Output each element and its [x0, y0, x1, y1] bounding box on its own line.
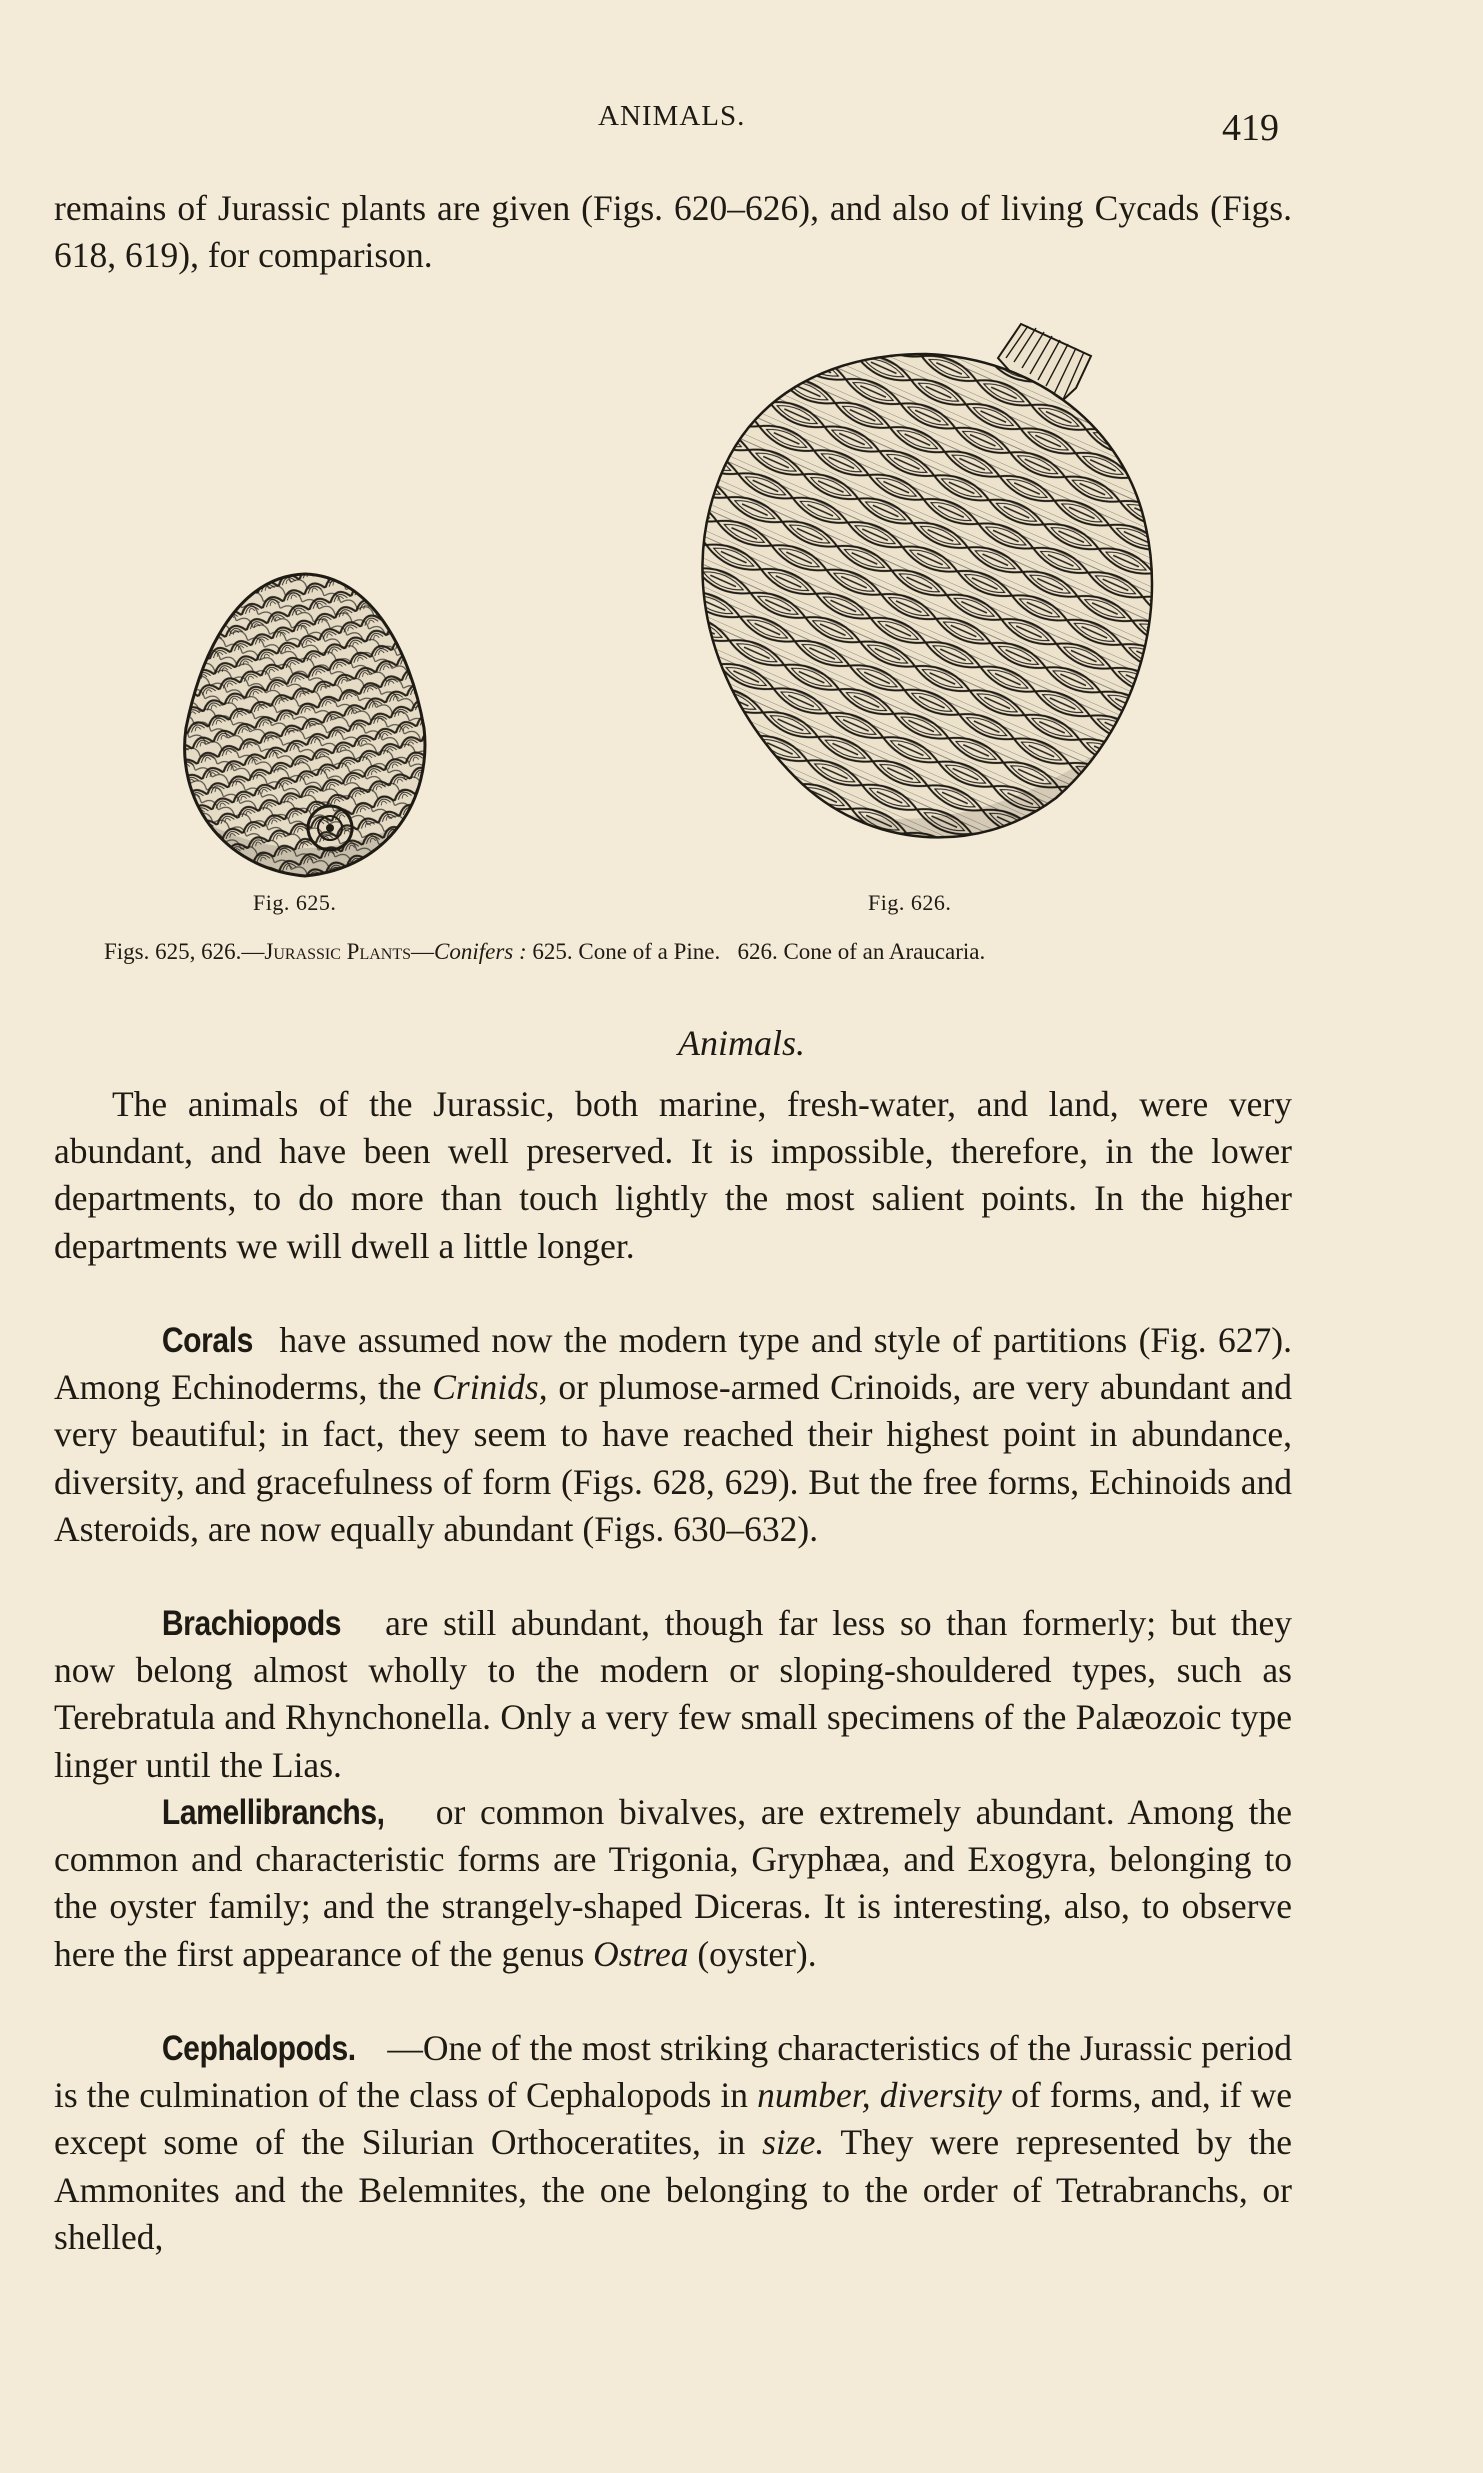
figure-caption	[104, 939, 1244, 965]
paragraph-brachiopods-text: are still abundant, though far less so than formerly; but they now belong almost wholly to the modern or sloping-shouldered types, such as Terebratula and Rhynchonella. Only a very few small specimens of the Palæozoic type linger until the Lias.	[54, 1603, 1292, 1785]
paragraph-lamellibranchs-italic-ostrea: Ostrea	[593, 1933, 689, 1974]
running-header-title: ANIMALS.	[598, 100, 746, 132]
paragraph-cephalopods-text-d: They were represented by the Ammonites and the Belemnites, the one belonging to the order of Tetrabranchs, or shelled,	[54, 2122, 1292, 2257]
paragraph-cephalopods-text-b	[871, 2075, 880, 2115]
figure-caption-italic: Conifers :	[434, 939, 527, 964]
paragraph-cephalopods-italic-number: number,	[757, 2075, 871, 2116]
paragraph-corals-text-b: or plumose-armed Crinoids, are very abundant and very beautiful; in fact, they seem to have reached their highest point in abundance, diversity, and gracefulness of form (Figs. 628, 629). But the free forms, Echinoids and Asteroids, are now equally abundant (Figs. 630–632).	[54, 1367, 1292, 1549]
paragraph-cephalopods-italic-diversity: diversity	[879, 2075, 1002, 2116]
figure-caption-dash: —	[411, 939, 435, 964]
paragraph-corals	[54, 1317, 1292, 1553]
figure-caption-rest: 625. Cone of a Pine. 626. Cone of an Araucaria.	[526, 939, 986, 964]
figure-caption-smallcaps: Jurassic Plants	[264, 939, 412, 964]
figure-caption-prefix: Figs. 625, 626.—	[104, 939, 265, 964]
paragraph-lamellibranchs-text-b: (oyster).	[688, 1933, 817, 1974]
figure-625-pine-cone-illustration	[180, 568, 430, 880]
paragraph-brachiopods	[54, 1600, 1292, 1789]
paragraph-cephalopods	[54, 2025, 1292, 2261]
figure-626-label: Fig. 626.	[868, 890, 952, 915]
paragraph-animals-intro: The animals of the Jurassic, both marine, fresh-water, and land, were very abundant, and have been well preserved. It is impossible, therefore, in the lower departments, to do more than touch lightly the most salient points. In the higher departments we will dwell a little longer.	[54, 1084, 1292, 1266]
paragraph-brachiopods-lead: Brachiopods	[161, 1604, 342, 1643]
section-heading: Animals.	[677, 1023, 805, 1063]
figure-625-label: Fig. 625.	[253, 890, 337, 915]
paragraph-cephalopods-lead: Cephalopods.	[161, 2029, 356, 2068]
paragraph-lamellibranchs-lead: Lamellibranchs,	[161, 1793, 385, 1832]
paragraph-lamellibranchs	[54, 1789, 1292, 1978]
intro-paragraph: remains of Jurassic plants are given (Figs. 620–626), and also of living Cycads (Figs. 618, 619), for comparison.	[54, 188, 1292, 276]
paragraph-corals-lead: Corals	[161, 1321, 253, 1360]
page-number: 419	[1222, 107, 1279, 149]
figure-626-araucaria-cone-illustration	[676, 318, 1166, 878]
paragraph-lamellibranchs-text-a: or common bivalves, are extremely abundant. Among the common and characteristic forms are Trigonia, Gryphæa, and Exogyra, belonging to the oyster family; and the strangely-shaped Diceras. It is interesting, also, to observe here the first appearance of the genus	[54, 1792, 1292, 1974]
paragraph-cephalopods-text-a: —One of the most striking characteristics of the Jurassic period is the culmination of the class of Cephalopods in	[54, 2028, 1292, 2116]
paragraph-cephalopods-italic-size: size.	[762, 2122, 825, 2163]
paragraph-corals-text-a: have assumed now the modern type and style of partitions (Fig. 627). Among Echinoderms, the	[54, 1320, 1292, 1408]
paragraph-corals-italic-crinids: Crinids,	[432, 1367, 548, 1408]
paragraph-cephalopods-text-c: of forms, and, if we except some of the Silurian Orthoceratites, in	[54, 2075, 1293, 2163]
